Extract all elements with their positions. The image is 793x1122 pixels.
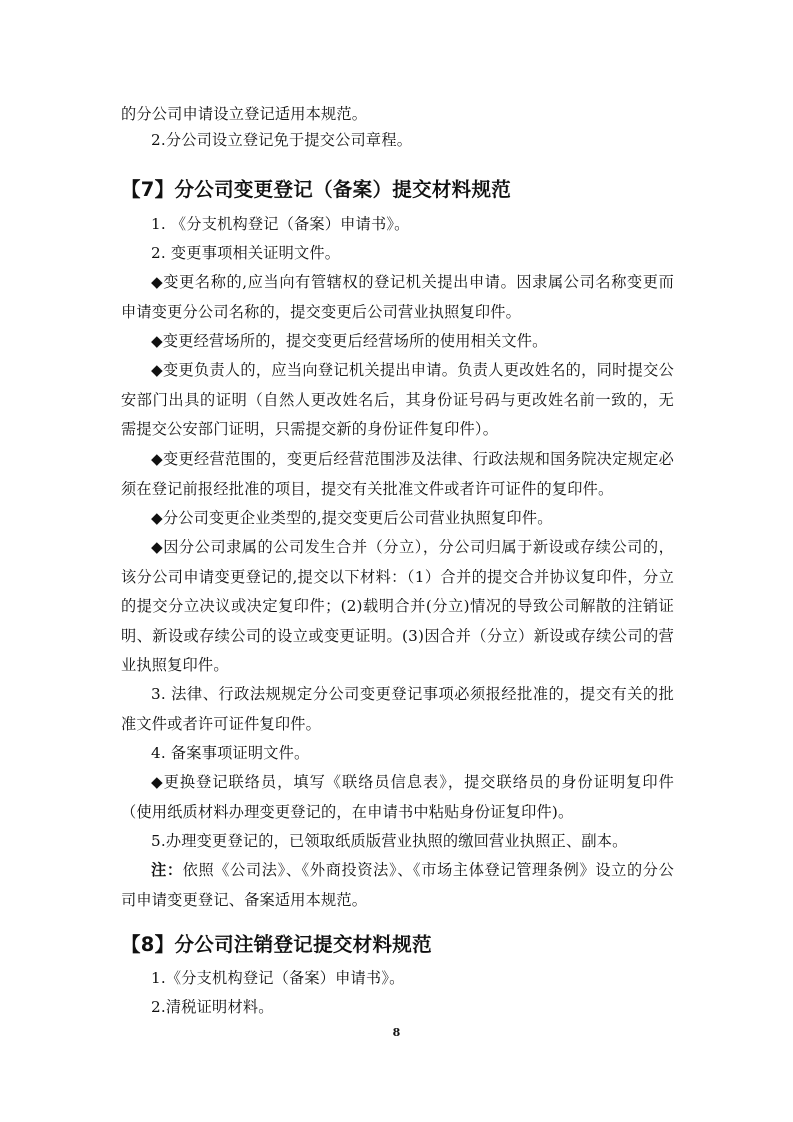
s7-item-3: 3. 法律、行政法规规定分公司变更登记事项必须报经批准的，提交有关的批准文件或者许可证件复印件。: [121, 685, 674, 733]
s7-note: [121, 856, 674, 915]
s7-bullet-liaison: ◆更换登记联络员，填写《联络员信息表》，提交联络员的身份证明复印件（使用纸质材料办理变更登记的，在申请书中粘贴身份证复印件)。: [121, 773, 674, 821]
note-text: 依照《公司法》、《外商投资法》、《市场主体登记管理条例》设立的分公司申请变更登记、备案适用本规范。: [121, 861, 674, 909]
section-7-heading: 【7】分公司变更登记（备案）提交材料规范: [121, 178, 512, 201]
s7-bullet-type-change: ◆分公司变更企业类型的,提交变更后公司营业执照复印件。: [151, 509, 553, 527]
s7-bullet-name-change: ◆变更名称的,应当向有管辖权的登记机关提出申请。因隶属公司名称变更而申请变更分公司名称的，提交变更后公司营业执照复印件。: [121, 273, 674, 321]
s7-bullet-premises-change: ◆变更经营场所的，提交变更后经营场所的使用相关文件。: [151, 332, 548, 350]
s7-bullet-merger: ◆因分公司隶属的公司发生合并（分立），分公司归属于新设或存续公司的，该分公司申请变更登记的,提交以下材料：（1）合并的提交合并协议复印件，分立的提交分立决议或决定复印件；(2)载明合并(分立)情况的导致公司解散的注销证明、新设或存续公司的设立或变更证明。(3)因合并（分立）新设或存续公司的营业执照复印件。: [121, 538, 674, 675]
s7-bullet-manager-change: ◆变更负责人的，应当向登记机关提出申请。负责人更改姓名的，同时提交公安部门出具的证明（自然人更改姓名后，其身份证号码与更改姓名前一致的，无需提交公安部门证明，只需提交新的身份证件复印件）。: [121, 361, 674, 439]
note-label: 注：: [151, 861, 183, 879]
s7-item-2: 2. 变更事项相关证明文件。: [151, 244, 341, 262]
s7-item-1: 1. 《分支机构登记（备案）申请书》。: [151, 215, 410, 233]
paragraph-continuation: 的分公司申请设立登记适用本规范。: [121, 105, 368, 123]
s7-item-4: 4. 备案事项证明文件。: [151, 744, 310, 762]
s8-item-1: 1.《分支机构登记（备案）申请书》。: [151, 969, 405, 987]
s7-bullet-scope-change: ◆变更经营范围的，变更后经营范围涉及法律、行政法规和国务院决定规定必须在登记前报经批准的项目，提交有关批准文件或者许可证件的复印件。: [121, 450, 674, 498]
s8-item-2: 2.清税证明材料。: [151, 998, 274, 1016]
page-number: 8: [392, 1026, 401, 1039]
s7-item-5: 5.办理变更登记的，已领取纸质版营业执照的缴回营业执照正、副本。: [151, 832, 628, 850]
item-articles-exemption: 2.分公司设立登记免于提交公司章程。: [151, 131, 413, 149]
section-8-heading: 【8】分公司注销登记提交材料规范: [121, 933, 432, 956]
